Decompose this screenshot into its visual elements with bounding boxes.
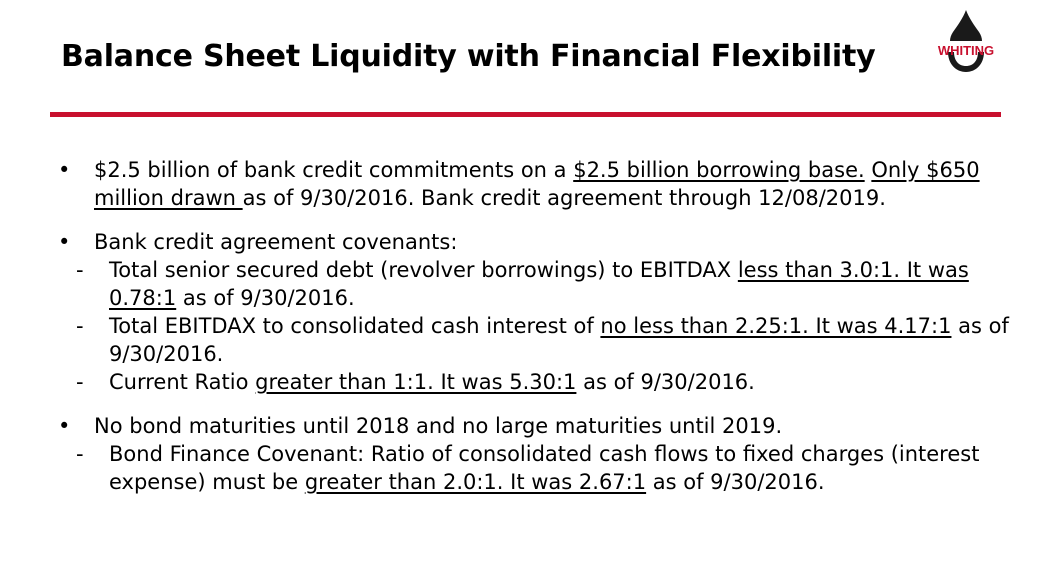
underlined-text: no less than 2.25:1. It was 4.17:1 bbox=[600, 314, 952, 338]
text-segment: as of 9/30/2016. bbox=[176, 286, 355, 310]
bullet-item bbox=[56, 156, 1016, 212]
text-segment: Total EBITDAX to consolidated cash interest of bbox=[109, 314, 601, 338]
text-segment: Current Ratio bbox=[109, 370, 256, 394]
sub-bullet-item bbox=[56, 368, 1016, 396]
bullet-item bbox=[56, 228, 1016, 396]
text-segment: $2.5 billion of bank credit commitments on a bbox=[94, 158, 574, 182]
underlined-text: greater than 1:1. It was 5.30:1 bbox=[255, 370, 577, 394]
sub-bullet-text bbox=[109, 368, 1016, 396]
text-segment: as of 9/30/2016. bbox=[646, 470, 825, 494]
text-segment: Total senior secured debt (revolver borrowings) to EBITDAX bbox=[109, 258, 738, 282]
text-segment: as of 9/30/2016. Bank credit agreement through 12/08/2019. bbox=[242, 186, 886, 210]
sub-bullet-marker: - bbox=[76, 370, 84, 394]
underlined-text: Only $650 million drawn bbox=[94, 158, 980, 210]
text-segment: No bond maturities until 2018 and no large maturities until 2019. bbox=[94, 414, 783, 438]
bullet-marker: • bbox=[58, 230, 71, 254]
sub-bullet-marker: - bbox=[76, 314, 84, 338]
oil-drop-icon bbox=[928, 8, 1004, 78]
bullet-text bbox=[94, 156, 1016, 212]
text-segment: as of 9/30/2016. bbox=[109, 314, 1009, 366]
sub-bullet-item bbox=[56, 312, 1016, 368]
sub-bullet-marker: - bbox=[76, 258, 84, 282]
whiting-logo bbox=[928, 8, 1004, 78]
bullet-text bbox=[94, 228, 1016, 256]
text-segment: as of 9/30/2016. bbox=[576, 370, 755, 394]
bullet-marker: • bbox=[58, 158, 71, 182]
sub-bullet-item bbox=[56, 440, 1016, 496]
bullet-marker: • bbox=[58, 414, 71, 438]
sub-bullet-list bbox=[56, 440, 1016, 496]
bullet-list bbox=[56, 156, 1016, 512]
text-segment: Bond Finance Covenant: Ratio of consolidated cash flows to fixed charges (interest expense) must be bbox=[109, 442, 980, 494]
logo-wordmark: WHITING bbox=[937, 43, 995, 58]
sub-bullet-list bbox=[56, 256, 1016, 396]
bullet-text bbox=[94, 412, 1016, 440]
sub-bullet-marker: - bbox=[76, 442, 84, 466]
sub-bullet-item bbox=[56, 256, 1016, 312]
underlined-text: $2.5 billion borrowing base. bbox=[573, 158, 865, 182]
text-segment: Bank credit agreement covenants: bbox=[94, 230, 458, 254]
bullet-item bbox=[56, 412, 1016, 496]
sub-bullet-text bbox=[109, 440, 1016, 496]
slide-title: Balance Sheet Liquidity with Financial Flexibility bbox=[61, 39, 876, 74]
title-divider bbox=[50, 112, 1001, 117]
sub-bullet-text bbox=[109, 256, 1016, 312]
underlined-text: greater than 2.0:1. It was 2.67:1 bbox=[304, 470, 647, 494]
sub-bullet-text bbox=[109, 312, 1016, 368]
underlined-text: less than 3.0:1. It was 0.78:1 bbox=[109, 258, 969, 310]
